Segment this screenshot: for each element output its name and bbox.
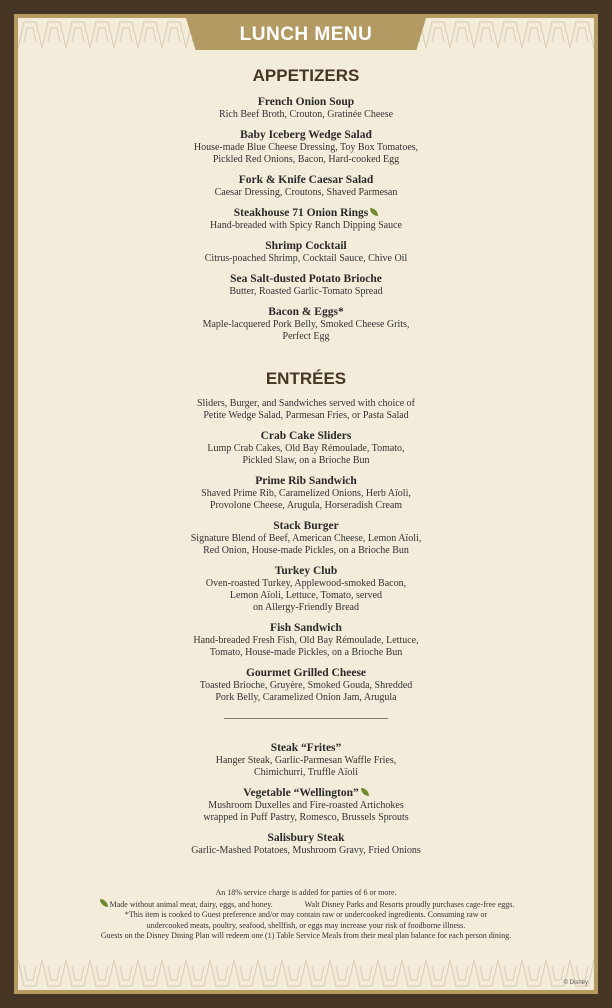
appetizers-list xyxy=(18,95,594,343)
menu-item-name-text: Steak “Frites” xyxy=(270,742,342,754)
entrees-intro-line: Petite Wedge Salad, Parmesan Fries, or Pasta Salad xyxy=(203,410,409,421)
menu-item-name-text: Stack Burger xyxy=(273,520,339,532)
menu-item-description: Hand-breaded with Spicy Ranch Dipping Sauce xyxy=(210,220,402,231)
menu-item-description: Pickled Slaw, on a Brioche Bun xyxy=(242,455,370,466)
plant-based-leaf-icon xyxy=(370,208,378,216)
menu-item-name-text: Sea Salt-dusted Potato Brioche xyxy=(230,273,382,285)
menu-item-name xyxy=(18,305,594,319)
menu-item-description: Rich Beef Broth, Crouton, Gratinée Cheese xyxy=(218,109,394,120)
menu-item-description: Pickled Red Onions, Bacon, Hard-cooked Egg xyxy=(212,154,400,165)
menu-item xyxy=(18,564,594,614)
menu-item xyxy=(18,272,594,298)
dietary-notes-line xyxy=(18,899,594,911)
entrees-intro-line: Sliders, Burger, and Sandwiches served with choice of xyxy=(197,398,415,409)
menu-item-name xyxy=(18,741,594,755)
cage-free-note: Walt Disney Parks and Resorts proudly purchases cage-free eggs. xyxy=(304,899,515,909)
menu-item-description: House-made Blue Cheese Dressing, Toy Box Tomatoes, xyxy=(193,142,419,153)
menu-item-description: Hanger Steak, Garlic-Parmesan Waffle Fries, xyxy=(215,755,397,766)
menu-item-description: Citrus-poached Shrimp, Cocktail Sauce, Chive Oil xyxy=(204,253,408,264)
menu-item-name xyxy=(18,831,594,845)
menu-item-name xyxy=(18,239,594,253)
menu-item xyxy=(18,206,594,232)
menu-item xyxy=(18,429,594,467)
raw-warning-line: *This item is cooked to Guest preference and/or may contain raw or undercooked ingredients. Consuming raw or xyxy=(124,910,488,919)
menu-item xyxy=(18,95,594,121)
menu-item xyxy=(18,474,594,512)
menu-item-description: Red Onion, House-made Pickles, on a Brioche Bun xyxy=(203,545,409,556)
menu-item-description: Hand-breaded Fresh Fish, Old Bay Rémoulade, Lettuce, xyxy=(193,635,419,646)
menu-item-description: Tomato, House-made Pickles, on a Brioche Bun xyxy=(209,647,403,658)
menu-paper xyxy=(18,18,594,990)
menu-item-description: Chimichurri, Truffle Aïoli xyxy=(254,767,358,778)
menu-item xyxy=(18,128,594,166)
menu-item-name-text: French Onion Soup xyxy=(257,96,355,108)
menu-item xyxy=(18,786,594,824)
bottom-decorative-border xyxy=(18,956,594,990)
menu-item-name-text: Crab Cake Sliders xyxy=(260,430,352,442)
menu-item-name xyxy=(18,128,594,142)
appetizers-heading: APPETIZERS xyxy=(252,66,360,85)
menu-item-description: Toasted Brioche, Gruyère, Smoked Gouda, Shredded xyxy=(199,680,413,691)
menu-item xyxy=(18,239,594,265)
menu-item-description: Butter, Roasted Garlic-Tomato Spread xyxy=(229,286,383,297)
menu-item-description: Oven-roasted Turkey, Applewood-smoked Bacon, xyxy=(205,578,407,589)
menu-item-name-text: Fork & Knife Caesar Salad xyxy=(238,174,374,186)
menu-item-name xyxy=(18,429,594,443)
menu-content xyxy=(18,66,594,864)
menu-item-description: on Allergy-Friendly Bread xyxy=(253,602,359,613)
menu-item-name-text: Fish Sandwich xyxy=(270,622,342,634)
menu-item-name-text: Baby Iceberg Wedge Salad xyxy=(240,129,372,141)
menu-item-name-text: Turkey Club xyxy=(274,565,338,577)
menu-item-description: Lump Crab Cakes, Old Bay Rémoulade, Tomato, xyxy=(207,443,405,454)
menu-item-name xyxy=(18,206,594,220)
menu-item-description: Mushroom Duxelles and Fire-roasted Artichokes xyxy=(208,800,404,811)
menu-item xyxy=(18,741,594,779)
entrees-heading: ENTRÉES xyxy=(265,369,347,388)
menu-item-description: Pork Belly, Caramelized Onion Jam, Arugula xyxy=(215,692,397,703)
menu-item-name xyxy=(18,474,594,488)
menu-item-description: Signature Blend of Beef, American Cheese, Lemon Aïoli, xyxy=(190,533,422,544)
menu-item-description: Perfect Egg xyxy=(282,331,330,342)
menu-item-name xyxy=(18,786,594,800)
entrees-intro xyxy=(18,398,594,422)
menu-item-name xyxy=(18,621,594,635)
service-charge-note: An 18% service charge is added for parties of 6 or more. xyxy=(215,888,397,897)
menu-item-description: Provolone Cheese, Arugula, Horseradish Cream xyxy=(209,500,403,511)
menu-item-name-text: Bacon & Eggs* xyxy=(268,306,344,318)
menu-item-description: Maple-lacquered Pork Belly, Smoked Cheese Grits, xyxy=(202,319,410,330)
menu-item xyxy=(18,519,594,557)
menu-item-name-text: Steakhouse 71 Onion Rings xyxy=(233,207,369,219)
menu-item-name xyxy=(18,173,594,187)
menu-item xyxy=(18,173,594,199)
menu-item-description: Lemon Aïoli, Lettuce, Tomato, served xyxy=(229,590,383,601)
section-divider xyxy=(224,718,388,719)
menu-item-name xyxy=(18,564,594,578)
menu-title: LUNCH MENU xyxy=(239,24,373,45)
menu-item xyxy=(18,621,594,659)
entrees-list xyxy=(18,429,594,704)
menu-item-description: wrapped in Puff Pastry, Romesco, Brussels Sprouts xyxy=(203,812,409,823)
menu-item-name xyxy=(18,272,594,286)
menu-item xyxy=(18,305,594,343)
menu-item-name xyxy=(18,666,594,680)
copyright-text: © Disney xyxy=(563,980,588,986)
dining-plan-note: Guests on the Disney Dining Plan will redeem one (1) Table Service Meals from their meal plan balance for each person dining. xyxy=(100,931,512,940)
plant-based-leaf-icon xyxy=(100,899,108,907)
menu-item-name-text: Gourmet Grilled Cheese xyxy=(245,667,367,679)
raw-warning-line: undercooked meats, poultry, seafood, shellfish, or eggs may increase your risk of foodborne illness. xyxy=(146,920,466,930)
menu-item-name-text: Shrimp Cocktail xyxy=(265,240,347,252)
menu-item-name-text: Salisbury Steak xyxy=(267,832,345,844)
menu-item xyxy=(18,831,594,857)
menu-item-name-text: Prime Rib Sandwich xyxy=(255,475,357,487)
plant-based-note: Made without animal meat, dairy, eggs, and honey. xyxy=(109,899,273,909)
menu-item-description: Shaved Prime Rib, Caramelized Onions, Herb Aïoli, xyxy=(201,488,411,499)
entrees-list-secondary xyxy=(18,741,594,857)
menu-footer xyxy=(18,888,594,942)
menu-item xyxy=(18,666,594,704)
menu-item-description: Garlic-Mashed Potatoes, Mushroom Gravy, Fried Onions xyxy=(191,845,421,856)
menu-item-name xyxy=(18,95,594,109)
plant-based-leaf-icon xyxy=(361,788,369,796)
menu-item-description: Caesar Dressing, Croutons, Shaved Parmesan xyxy=(214,187,398,198)
menu-item-name-text: Vegetable “Wellington” xyxy=(243,787,359,799)
menu-item-name xyxy=(18,519,594,533)
